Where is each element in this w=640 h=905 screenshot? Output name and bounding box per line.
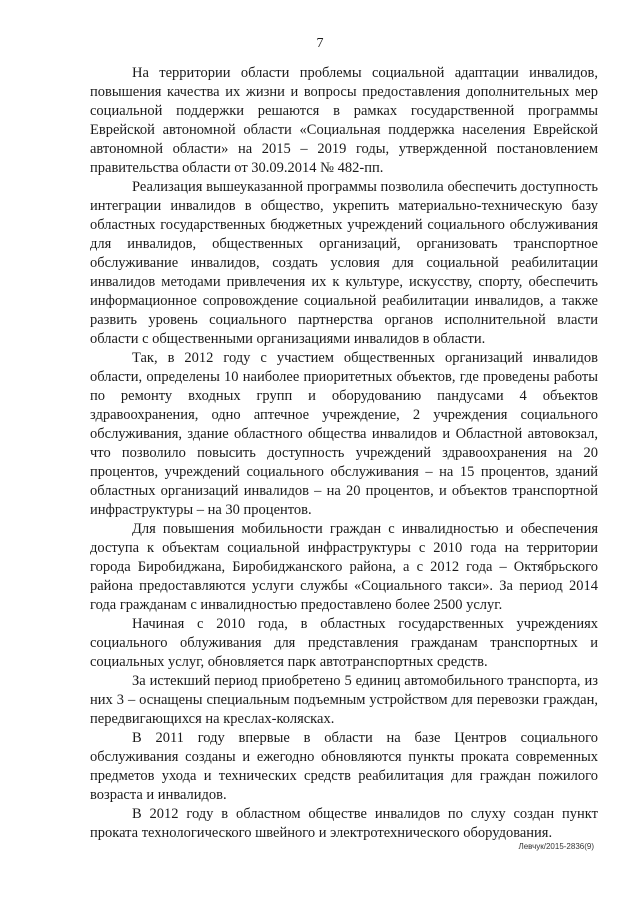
paragraph-7: В 2011 году впервые в области на базе Центров социального обслуживания созданы и ежегодно обновляются пункты проката современных предметов ухода и технических средств реабилитация для граждан пожилого возраста и инвалидов. bbox=[90, 730, 598, 803]
paragraph-1: На территории области проблемы социальной адаптации инвалидов, повышения качества их жизни и вопросы предоставления дополнительных мер социальной поддержки решаются в рамках государственной программы Еврейской автономной области «Социальная поддержка населения Еврейской автономной области» на 2015 – 2019 годы, утвержденной постановлением правительства области от 30.09.2014 № 482-пп. bbox=[90, 65, 598, 176]
page-number: 7 bbox=[316, 36, 324, 51]
paragraph-5: Начиная с 2010 года, в областных государственных учреждениях социального облуживания для представления гражданам транспортных и социальных услуг, обновляется парк автотранспортных средств. bbox=[90, 616, 598, 670]
body-text bbox=[90, 64, 598, 843]
document-footer-code: Левчук/2015-2836(9) bbox=[518, 842, 594, 851]
paragraph-6: За истекший период приобретено 5 единиц автомобильного транспорта, из них 3 – оснащены специальным подъемным устройством для перевозки граждан, передвигающихся на креслах-колясках. bbox=[90, 673, 598, 727]
paragraph-8: В 2012 году в областном обществе инвалидов по слуху создан пункт проката технологического швейного и электротехнического оборудования. bbox=[90, 806, 598, 841]
paragraph-2: Реализация вышеуказанной программы позволила обеспечить доступность интеграции инвалидов в общество, укрепить материально-техническую базу областных государственных бюджетных учреждений социального обслуживания для инвалидов, общественных организаций, организовать транспортное обслуживание инвалидов, создать условия для социальной реабилитации инвалидов методами привлечения их к культуре, искусству, спорту, обеспечить информационное сопровождение социальной реабилитации инвалидов, а также развить уровень социального партнерства органов исполнительной власти области с общественными организациями инвалидов в области. bbox=[90, 179, 598, 347]
paragraph-4: Для повышения мобильности граждан с инвалидностью и обеспечения доступа к объектам социальной инфраструктуры с 2010 года на территории города Биробиджана, Биробиджанского района, а с 2012 года – Октябрьского района предоставляются услуги службы «Социального такси». За период 2014 года гражданам с инвалидностью предоставлено более 2500 услуг. bbox=[90, 521, 598, 613]
paragraph-3: Так, в 2012 году с участием общественных организаций инвалидов области, определены 10 наиболее приоритетных объектов, где проведены работы по ремонту входных групп и оборудованию пандусами 4 объектов здравоохранения, одно аптечное учреждение, 2 учреждения социального обслуживания, здание областного общества инвалидов и Областной автовокзал, что позволило повысить доступность учреждений здравоохранения на 20 процентов, учреждений социального обслуживания – на 15 процентов, зданий областных организаций инвалидов – на 20 процентов, и объектов транспортной инфраструктуры – на 30 процентов. bbox=[90, 350, 598, 518]
